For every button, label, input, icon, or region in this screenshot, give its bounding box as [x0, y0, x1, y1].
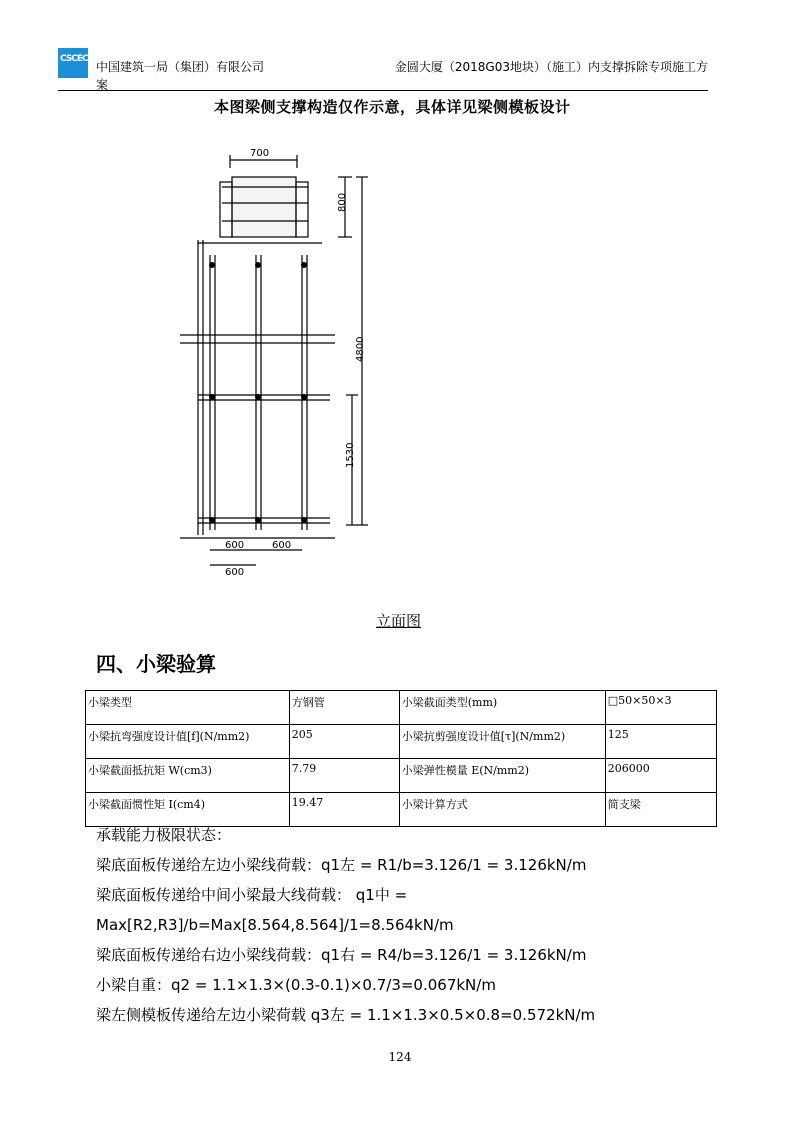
table-row: [86, 759, 717, 793]
logo-text: CSCEC: [60, 54, 88, 64]
page-number: 124: [388, 1050, 412, 1064]
table-cell: 小梁抗剪强度设计值[τ](N/mm2): [399, 725, 605, 759]
table-cell: 小梁类型: [86, 691, 290, 725]
table-cell: 小梁截面惯性矩 I(cm4): [86, 793, 290, 827]
dim-spacing-c: 600: [225, 567, 245, 578]
section-heading: 四、小梁验算: [96, 652, 216, 676]
body-line: 承载能力极限状态：: [96, 826, 232, 844]
table-cell: 7.79: [289, 759, 399, 793]
project-title: 金圆大厦（2018G03地块）（施工）内支撑拆除专项施工方: [394, 60, 708, 74]
table-cell: 205: [289, 725, 399, 759]
company-name: 中国建筑一局（集团）有限公司 案: [96, 60, 265, 92]
drawing-note: 本图梁侧支撑构造仅作示意，具体详见梁侧模板设计: [214, 98, 571, 116]
table-cell: 小梁抗弯强度设计值[f](N/mm2): [86, 725, 290, 759]
project-title-wrap: 案: [96, 78, 109, 92]
table-cell: 小梁弹性模量 E(N/mm2): [399, 759, 605, 793]
calculation-text: [96, 820, 716, 1030]
body-line: 梁底面板传递给左边小梁线荷载：q1左 = R1/b=3.126/1 = 3.126kN/m: [96, 856, 587, 874]
support-elevation-drawing: [170, 140, 400, 580]
table-row: [86, 725, 717, 759]
table-row: [86, 691, 717, 725]
page-header: [58, 44, 708, 91]
table-cell: 方钢管: [289, 691, 399, 725]
dim-spacing-a: 600: [225, 540, 245, 551]
body-line: 梁左侧模板传递给左边小梁荷载 q3左 = 1.1×1.3×0.5×0.8=0.572kN/m: [96, 1006, 596, 1024]
table-cell: 简支梁: [605, 793, 716, 827]
dim-total-height: 4800: [355, 336, 366, 362]
dim-beam-height: 800: [337, 192, 348, 212]
dim-beam-width: 700: [250, 148, 270, 159]
beam-parameter-table: [85, 690, 717, 827]
body-line: 小梁自重：q2 = 1.1×1.3×(0.3-0.1)×0.7/3=0.067kN/m: [96, 976, 496, 994]
table-cell: 小梁截面抵抗矩 W(cm3): [86, 759, 290, 793]
dim-spacing-b: 600: [272, 540, 292, 551]
dim-step-height: 1530: [345, 442, 356, 468]
elevation-title: 立面图: [376, 612, 422, 630]
table-cell: □50×50×3: [605, 691, 716, 725]
table-cell: 小梁计算方式: [399, 793, 605, 827]
company-logo: [58, 48, 88, 78]
table-cell: 125: [605, 725, 716, 759]
body-line: 梁底面板传递给右边小梁线荷载：q1右 = R4/b=3.126/1 = 3.126kN/m: [96, 946, 587, 964]
table-cell: 小梁截面类型(mm): [399, 691, 605, 725]
body-line: 梁底面板传递给中间小梁最大线荷载： q1中 = Max[R2,R3]/b=Max[8.564,8.564]/1=8.564kN/m: [96, 886, 454, 934]
table-cell: 19.47: [289, 793, 399, 827]
table-cell: 206000: [605, 759, 716, 793]
